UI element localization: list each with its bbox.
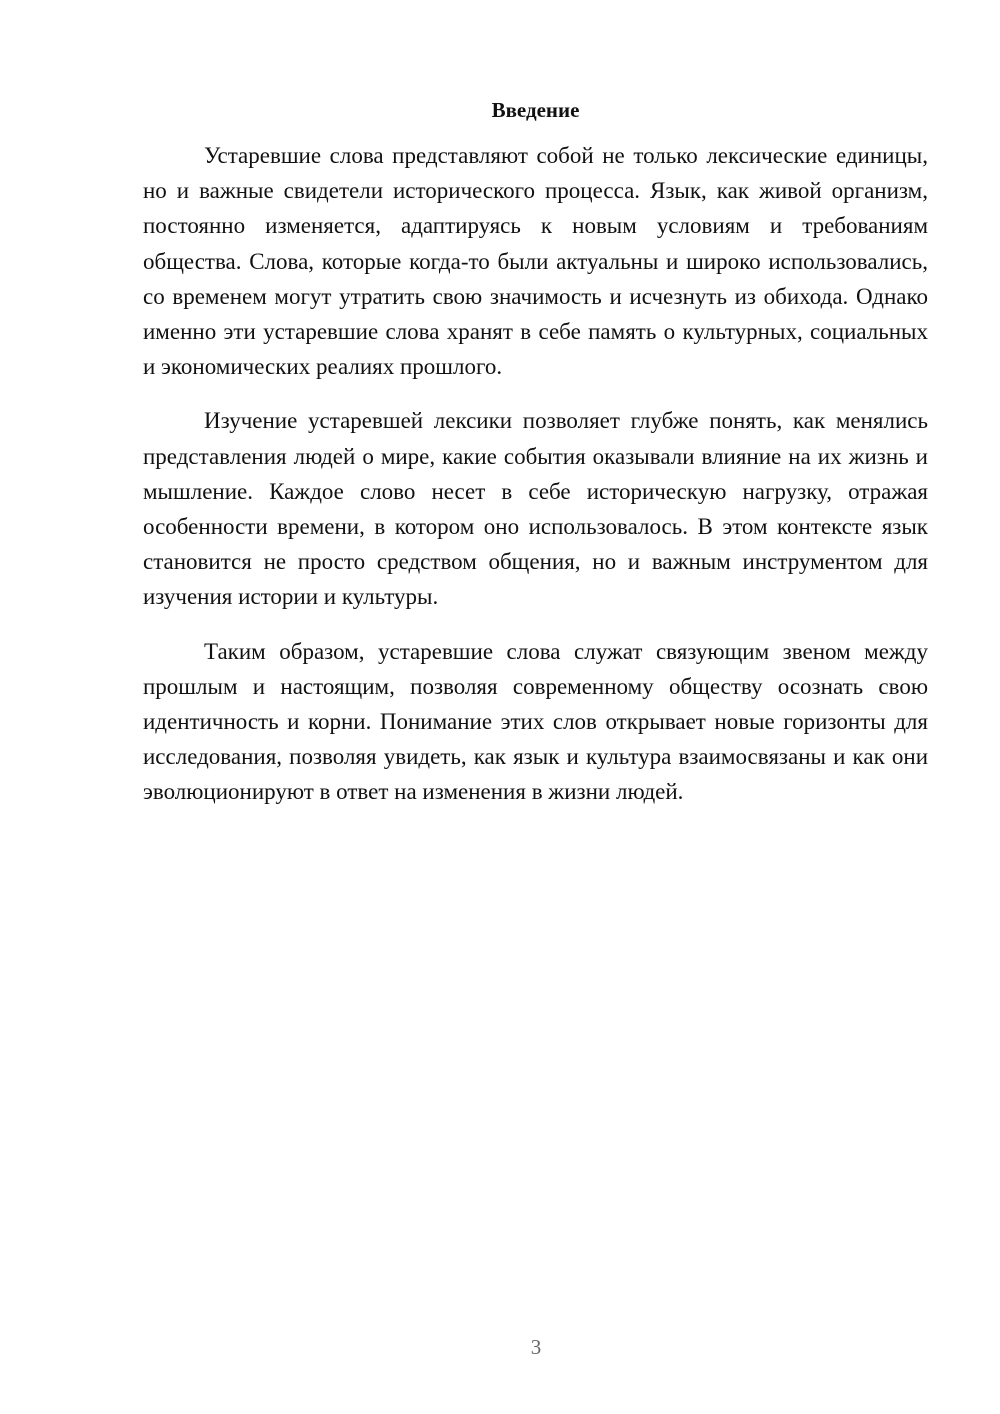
paragraph-1: Устаревшие слова представляют собой не только лексические единицы, но и важные свидетели исторического процесса. Язык, как живой организм, постоянно изменяется, адаптируясь к новым условиям и требованиям общества. Слова, которые когда-то были актуальны и широко использовались, со временем могут утратить свою значимость и исчезнуть из обихода. Однако именно эти устаревшие слова хранят в себе память о культурных, социальных и экономических реалиях прошлого. [143, 143, 928, 380]
paragraph-3: Таким образом, устаревшие слова служат связующим звеном между прошлым и настоящим, позволяя современному обществу осознать свою идентичность и корни. Понимание этих слов открывает новые горизонты для исследования, позволяя увидеть, как язык и культура взаимосвязаны и как они эволюционируют в ответ на изменения в жизни людей. [143, 638, 928, 805]
section-title: Введение [491, 98, 580, 122]
paragraph-2: Изучение устаревшей лексики позволяет глубже понять, как менялись представления людей о мире, какие события оказывали влияние на их жизнь и мышление. Каждое слово несет в себе историческую нагрузку, отражая особенности времени, в котором оно использовалось. В этом контексте язык становится не просто средством общения, но и важным инструментом для изучения истории и культуры. [143, 408, 928, 610]
page-number: 3 [530, 1335, 542, 1359]
page-content [143, 95, 928, 829]
